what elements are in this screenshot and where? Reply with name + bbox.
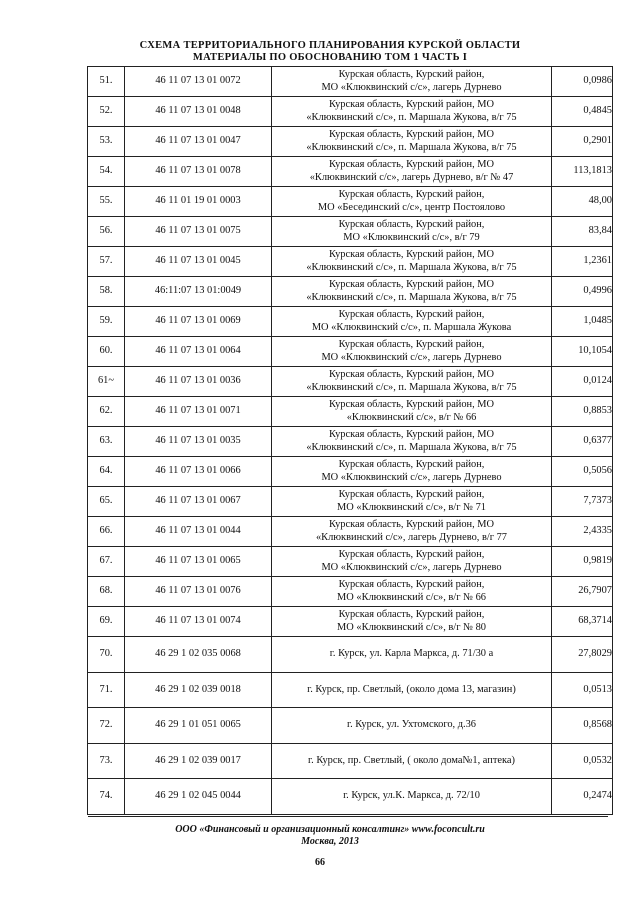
address-line: г. Курск, пр. Светлый, ( около дома№1, аптека) [308,754,515,766]
table-row [88,577,613,607]
table-row [88,247,613,277]
address-line: МО «Клюквинский с/с», п. Маршала Жукова [311,321,512,333]
area-value: 0,4845 [552,97,613,127]
page-number: 66 [315,857,325,868]
address-line: Курская область, Курский район, МО [328,129,495,140]
table-row [88,97,613,127]
address-line: Курская область, Курский район, [338,339,485,350]
address-cell [272,247,552,277]
page-header [60,40,600,64]
address-line: Курская область, Курский район, МО [328,369,495,380]
address-line: «Клюквинский с/с», лагерь Дурнево, в/г 77 [315,531,507,543]
address-line: Курская область, Курский район, МО [328,249,495,260]
address-line: «Клюквинский с/с», в/г № 66 [346,411,477,423]
row-number: 59. [88,307,125,337]
cadastral-code: 46 29 1 02 039 0018 [125,672,272,708]
cadastral-code: 46 11 07 13 01 0071 [125,397,272,427]
address-line: Курская область, Курский район, [338,69,485,80]
address-line: «Клюквинский с/с», п. Маршала Жукова, в/г 75 [306,441,517,453]
address-line: МО «Клюквинский с/с», лагерь Дурнево [321,561,502,573]
cadastral-code: 46 11 07 13 01 0078 [125,157,272,187]
address-cell [272,607,552,637]
table-row [88,517,613,547]
cadastral-code: 46 11 01 19 01 0003 [125,187,272,217]
cadastral-code: 46 11 07 13 01 0067 [125,487,272,517]
area-value: 1,0485 [552,307,613,337]
address-cell [272,637,552,673]
row-number: 74. [88,779,125,815]
address-line: «Клюквинский с/с», лагерь Дурнево, в/г № 47 [309,171,514,183]
table-row [88,127,613,157]
address-line: Курская область, Курский район, [338,489,485,500]
address-line: МО «Клюквинский с/с», в/г № 66 [337,591,486,603]
address-line: «Клюквинский с/с», п. Маршала Жукова, в/г 75 [306,381,517,393]
area-value: 1,2361 [552,247,613,277]
table-row [88,547,613,577]
cadastral-code: 46 11 07 13 01 0047 [125,127,272,157]
table-row [88,397,613,427]
cadastral-code: 46 29 1 02 035 0068 [125,637,272,673]
area-value: 2,4335 [552,517,613,547]
row-number: 66. [88,517,125,547]
address-cell [272,127,552,157]
cadastral-code: 46 11 07 13 01 0064 [125,337,272,367]
address-cell [272,307,552,337]
address-line: МО «Клюквинский с/с», в/г 79 [343,231,480,243]
row-number: 56. [88,217,125,247]
cadastral-code: 46 11 07 13 01 0074 [125,607,272,637]
address-line: Курская область, Курский район, [338,549,485,560]
footer-company: ООО «Финансовый и организационный консалтинг» www.foconcult.ru [175,824,485,835]
address-line: г. Курск, ул. Ухтомского, д.36 [346,719,477,730]
address-line: МО «Бесединский с/с», центр Постоялово [317,201,506,213]
address-line: Курская область, Курский район, МО [328,519,495,530]
row-number: 52. [88,97,125,127]
row-number: 63. [88,427,125,457]
area-value: 0,0124 [552,367,613,397]
cadastral-code: 46 11 07 13 01 0065 [125,547,272,577]
address-line: Курская область, Курский район, МО [328,399,495,410]
cadastral-code: 46 11 07 13 01 0045 [125,247,272,277]
cadastral-code: 46 29 1 01 051 0065 [125,708,272,744]
row-number: 72. [88,708,125,744]
table-row [88,672,613,708]
area-value: 26,7907 [552,577,613,607]
table-row [88,708,613,744]
row-number: 70. [88,637,125,673]
address-line: «Клюквинский с/с», п. Маршала Жукова, в/г 75 [306,141,517,153]
address-line: МО «Клюквинский с/с», лагерь Дурнево [321,471,502,483]
table-row [88,277,613,307]
address-cell [272,217,552,247]
row-number: 61~ [88,367,125,397]
address-line: Курская область, Курский район, [338,609,485,620]
address-cell [272,708,552,744]
row-number: 65. [88,487,125,517]
address-cell [272,157,552,187]
address-cell [272,427,552,457]
address-cell [272,517,552,547]
address-line: МО «Клюквинский с/с», лагерь Дурнево [321,351,502,363]
row-number: 57. [88,247,125,277]
row-number: 69. [88,607,125,637]
cadastral-code: 46 29 1 02 039 0017 [125,743,272,779]
cadastral-code: 46 11 07 13 01 0075 [125,217,272,247]
area-value: 10,1054 [552,337,613,367]
cadastral-code: 46 11 07 13 01 0036 [125,367,272,397]
row-number: 55. [88,187,125,217]
address-line: МО «Клюквинский с/с», в/г № 80 [337,621,486,633]
table-row [88,307,613,337]
address-cell [272,577,552,607]
area-value: 0,8568 [552,708,613,744]
row-number: 53. [88,127,125,157]
table-row [88,217,613,247]
area-value: 0,4996 [552,277,613,307]
row-number: 71. [88,672,125,708]
cadastral-code: 46 29 1 02 045 0044 [125,779,272,815]
area-value: 0,8853 [552,397,613,427]
table-row [88,743,613,779]
address-cell [272,397,552,427]
area-value: 113,1813 [552,157,613,187]
table-row [88,487,613,517]
area-value: 0,2474 [552,779,613,815]
address-cell [272,187,552,217]
cadastral-code: 46 11 07 13 01 0072 [125,67,272,97]
cadastral-code: 46 11 07 13 01 0044 [125,517,272,547]
address-cell [272,367,552,397]
table-row [88,157,613,187]
table-row [88,427,613,457]
table-row [88,637,613,673]
address-line: «Клюквинский с/с», п. Маршала Жукова, в/г 75 [306,291,517,303]
address-cell [272,457,552,487]
address-line: Курская область, Курский район, [338,189,485,200]
address-line: «Клюквинский с/с», п. Маршала Жукова, в/г 75 [306,261,517,273]
address-cell [272,97,552,127]
area-value: 0,0986 [552,67,613,97]
address-cell [272,277,552,307]
area-value: 0,2901 [552,127,613,157]
row-number: 67. [88,547,125,577]
address-cell [272,779,552,815]
cadastral-code: 46:11:07 13 01:0049 [125,277,272,307]
header-subtitle: МАТЕРИАЛЫ ПО ОБОСНОВАНИЮ ТОМ 1 ЧАСТЬ I [192,52,468,63]
row-number: 58. [88,277,125,307]
address-cell [272,337,552,367]
address-line: г. Курск, ул. Карла Маркса, д. 71/30 а [329,648,494,659]
parcel-table-body [88,67,613,815]
area-value: 7,7373 [552,487,613,517]
area-value: 0,0532 [552,743,613,779]
address-line: МО «Клюквинский с/с», в/г № 71 [337,501,486,513]
cadastral-code: 46 11 07 13 01 0048 [125,97,272,127]
row-number: 60. [88,337,125,367]
address-line: Курская область, Курский район, [338,579,485,590]
footer-city-year: Москва, 2013 [301,836,359,847]
address-line: Курская область, Курский район, [338,219,485,230]
row-number: 68. [88,577,125,607]
address-line: Курская область, Курский район, МО [328,279,495,290]
table-row [88,779,613,815]
address-line: МО «Клюквинский с/с», лагерь Дурнево [321,81,502,93]
address-line: «Клюквинский с/с», п. Маршала Жукова, в/г 75 [306,111,517,123]
address-cell [272,547,552,577]
address-cell [272,487,552,517]
address-cell [272,67,552,97]
table-row [88,67,613,97]
cadastral-code: 46 11 07 13 01 0069 [125,307,272,337]
cadastral-code: 46 11 07 13 01 0035 [125,427,272,457]
address-line: Курская область, Курский район, [338,309,485,320]
row-number: 64. [88,457,125,487]
address-cell [272,743,552,779]
area-value: 48,00 [552,187,613,217]
row-number: 73. [88,743,125,779]
parcel-table [87,66,613,815]
table-row [88,337,613,367]
cadastral-code: 46 11 07 13 01 0076 [125,577,272,607]
address-line: Курская область, Курский район, [338,459,485,470]
area-value: 68,3714 [552,607,613,637]
row-number: 54. [88,157,125,187]
table-row [88,187,613,217]
area-value: 0,0513 [552,672,613,708]
footer-divider [88,816,608,817]
table-row [88,607,613,637]
table-row [88,367,613,397]
address-line: г. Курск, ул.К. Маркса, д. 72/10 [343,790,480,801]
row-number: 51. [88,67,125,97]
address-line: Курская область, Курский район, МО [328,99,495,110]
row-number: 62. [88,397,125,427]
table-row [88,457,613,487]
area-value: 83,84 [552,217,613,247]
address-cell [272,672,552,708]
area-value: 0,9819 [552,547,613,577]
header-title: СХЕМА ТЕРРИТОРИАЛЬНОГО ПЛАНИРОВАНИЯ КУРСКОЙ ОБЛАСТИ [139,40,521,51]
address-line: Курская область, Курский район, МО [328,429,495,440]
address-line: г. Курск, пр. Светлый, (около дома 13, магазин) [307,683,516,695]
area-value: 27,8029 [552,637,613,673]
area-value: 0,6377 [552,427,613,457]
page-footer [60,824,600,848]
address-line: Курская область, Курский район, МО [328,159,495,170]
cadastral-code: 46 11 07 13 01 0066 [125,457,272,487]
area-value: 0,5056 [552,457,613,487]
